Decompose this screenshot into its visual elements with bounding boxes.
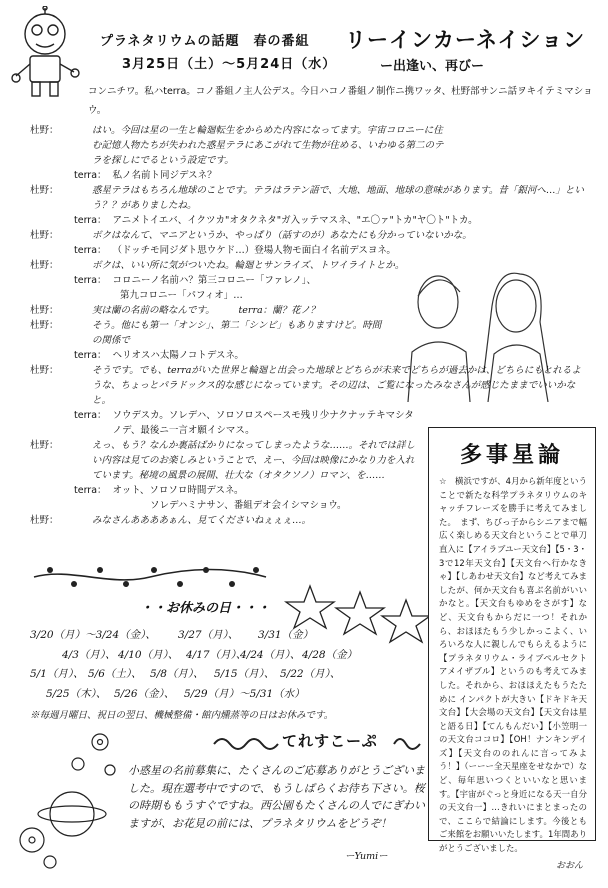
holiday-date: 4/3（月）、 xyxy=(62,649,116,661)
speaker-label: 杜野： xyxy=(30,305,59,316)
holiday-date: 3/20（月）～3/24（金）、 xyxy=(30,629,156,641)
telescope-signature: ーYumiー xyxy=(345,851,388,862)
dialogue-text: 惑星テラはもちろん地球のことです。テラはラテン語で、大地、地面、地球の意味があります。昔「銀河へ…」という？？がありましたね。 xyxy=(92,185,584,211)
dialogue-text: コロニーノ名前ハ？第三コロニー「ファレノ」、 xyxy=(112,275,317,286)
dialogue-line xyxy=(30,228,590,243)
dialogue-line xyxy=(30,213,590,228)
dialogue-line xyxy=(30,363,590,408)
vine-divider-decoration xyxy=(30,562,270,592)
holidays-title: ・・お休みの日・・・ xyxy=(140,601,271,616)
column-body: ☆ 横浜ですが、4月から新年度ということで新たな科学プラネタリウムのキャッチフレーズを勝手に考えてみました。 まず、ちびっ子からシニアまで幅広く楽しめる天文台ということで単刀直入に【アイラブユー天文台】【5・3・3で12年天文台】【天文台へ行かなきゃ】【しあわせ天文台】など考えてみましたが、何か天文台も喜ぶ名前がいいかなと。【天文台もゆめをさがす】など、天文台もからだに一つ！それから、おほほたもう少しかっこよく、いろいろな人に親しんでもらえるように【プラネタリウム・ライブペルセクトアメイザブル】というのも考えてみました。それから、おほほえたもうたために インパクトが大きい【ドキドキ天文台】【大会場の天文台】【天文台は星と語る日】【てんもんだい】【小笠明一の天文台ココロ】【OH！ナンキンデイズ】【天文台ののれんに言ってみよう！】（ーーー全天星座をせなかで）など、毎年思いつくといいなと思います。【宇宙がぐっと身近になる天一自分の天文台一】…きれいにまとまったので、ここらで結論にします。今後ともご来館をお願いいたします。1年間ありがとうございました。 xyxy=(439,476,587,854)
holiday-date: 4/24（月）、 xyxy=(240,649,301,661)
wave-decoration xyxy=(212,734,280,750)
speaker-label: terra： xyxy=(74,410,107,421)
wave-decoration-right xyxy=(392,734,422,750)
dialogue-line xyxy=(30,168,590,183)
dialogue-text: （ドッチモ同ジダト思ウケド…）登場人物モ面白イ名前デスヨネ。 xyxy=(112,245,396,256)
dialogue-line xyxy=(30,243,590,258)
dialogue-line xyxy=(30,183,590,213)
dialogue-line xyxy=(30,348,590,363)
speaker-label: 杜野： xyxy=(30,320,59,331)
speaker-label: 杜野： xyxy=(30,185,59,196)
speaker-label: 杜野： xyxy=(30,365,59,376)
robot-mascot-illustration xyxy=(6,6,84,102)
dialogue-text: ヘリオスハ太陽ノコトデスネ。 xyxy=(112,350,244,361)
speaker-label: 杜野： xyxy=(30,515,59,526)
holiday-date: 4/17（月）、 xyxy=(186,649,247,661)
dialogue-line xyxy=(30,288,590,303)
holiday-date: 5/29（月）～5/31（水） xyxy=(184,688,305,700)
holiday-notice: ※毎週月曜日、祝日の翌日、機械整備・館内燻蒸等の日はお休みです。 xyxy=(30,710,334,721)
dialogue-text: そう。他にも第一「オンシ」、第二「シンビ」もありますけど。時間の関係で xyxy=(92,320,382,346)
speaker-label: terra： xyxy=(74,245,107,256)
dialogue-text: ボクは、いい所に気がついたね。輪廻とサンライズ、トワイライトとか。 xyxy=(92,260,405,271)
holiday-date: 3/31（金） xyxy=(258,629,314,641)
dialogue-text: 私ノ名前ト同ジデスネ？ xyxy=(112,170,217,181)
dialogue-line xyxy=(30,318,390,348)
dialogue-text: みなさんああああぁん、見てくださいねぇぇぇ…。 xyxy=(92,515,311,526)
holiday-date: 5/1（月）、 xyxy=(30,668,84,680)
dialogue-line xyxy=(30,408,422,438)
header-date-range: 3月25日（土）～5月24日（水） xyxy=(122,57,337,72)
holiday-date: 4/28（金） xyxy=(302,649,358,661)
dialogue-text: ソウデスカ。ソレデハ、ソロソロスペースモ残リ少ナクナッテキマシタノデ、最後ニ一言オ願イシマス。 xyxy=(112,410,414,436)
dialogue-line xyxy=(30,123,450,168)
header-program-label: プラネタリウムの話題 春の番組 xyxy=(100,34,310,49)
column-title: 多事星論 xyxy=(459,443,564,468)
speaker-label: terra： xyxy=(74,215,107,226)
column-box xyxy=(428,427,596,871)
telescope-letter: 小惑星の名前募集に、たくさんのご応募ありがとうございました。現在選考中ですので、もうしばらくお待ち下さい。桜の時期ももうすぐですね。西公園もたくさんの人でにぎわいますが、お花見の前には、プラネタリウムをどうぞ！ xyxy=(128,764,425,830)
speaker-label: terra： xyxy=(74,485,107,496)
telescope-section-title: てれすこーぷ xyxy=(282,732,378,750)
dialogue-text: ボクはなんて、マニアというか、やっぱり（話すのが）あなたにも分かっていないかな。 xyxy=(92,230,472,241)
holiday-date: 5/25（木）、 xyxy=(46,688,107,700)
intro-text: コンニチワ。私ハterra。コノ番組ノ主人公デス。今日ハコノ番組ノ制作ニ携ワッタ、杜野部サンニ話ヲキイテミマショウ。 xyxy=(88,86,593,116)
dialogue-text: ソレデハミナサン、番組デオ会イシマショウ。 xyxy=(150,500,347,511)
speaker-label: 杜野： xyxy=(30,260,59,271)
holiday-date: 3/27（月）、 xyxy=(178,629,239,641)
speaker-label: 杜野： xyxy=(30,440,59,451)
dialogue-text: えっ、もう？なんか裏話ばかりになってしまったような……。それでは詳しい内容は見てのお楽しみということで、えー、今回は映像にかなり力を入れています。秘境の風景の展開、壮大な（オタクソノ）ロマン、を…… xyxy=(92,440,416,481)
dialogue-line xyxy=(30,438,422,483)
speaker-label: 杜野： xyxy=(30,125,59,136)
dialogue-text: はい。今回は星の一生と輪廻転生をからめた内容になってます。宇宙コロニーに住む記憶人物たちが失われた惑星テラにあこがれて生物が住める、いわゆる第二のテラを探しにでるという設定です。 xyxy=(92,125,444,166)
holiday-date: 5/22（月）、 xyxy=(280,668,341,680)
column-signature: おおん xyxy=(555,860,583,871)
holiday-date: 4/10（月）、 xyxy=(118,649,179,661)
speaker-label: terra： xyxy=(74,170,107,181)
speaker-label: terra： xyxy=(74,275,107,286)
program-subtitle: ー出逢い、再びー xyxy=(380,59,485,74)
holiday-date: 5/8（月）、 xyxy=(150,668,204,680)
flowers-planet-illustration xyxy=(10,722,128,872)
speaker-label: 杜野： xyxy=(30,230,59,241)
dialogue-line xyxy=(30,303,390,318)
dialogue-line xyxy=(30,258,590,273)
dialogue-text: 第九コロニー「パフィオ」… xyxy=(120,290,243,301)
holiday-date: 5/6（土）、 xyxy=(88,668,142,680)
dialogue-text: アニメトイエバ、イクツカ"オタクネタ"ガ入ッテマスネ、"エ〇ァ"トカ"ヤ〇ト"トカ。 xyxy=(112,215,478,226)
speaker-label: terra： xyxy=(74,350,107,361)
dialogue-text: そうです。でも、terraがいた世界と輪廻と出会った地球とどちらが未来でどちらが過去かは、どちらにもとれるような、ちょっとパラドックス的な感じになっています。その辺は、ご覧になったみなさんが感じたままでいいかなと。 xyxy=(92,365,581,406)
dialogue-line xyxy=(30,273,390,288)
holiday-date: 5/15（月）、 xyxy=(214,668,275,680)
dialogue-text: オット、ソロソロ時間デスネ。 xyxy=(112,485,244,496)
program-title: リーインカーネイション xyxy=(345,28,586,52)
dialogue-text: 実は蘭の名前の略なんです。 terra：蘭？花ノ？ xyxy=(92,305,320,316)
holiday-date: 5/26（金）、 xyxy=(114,688,175,700)
